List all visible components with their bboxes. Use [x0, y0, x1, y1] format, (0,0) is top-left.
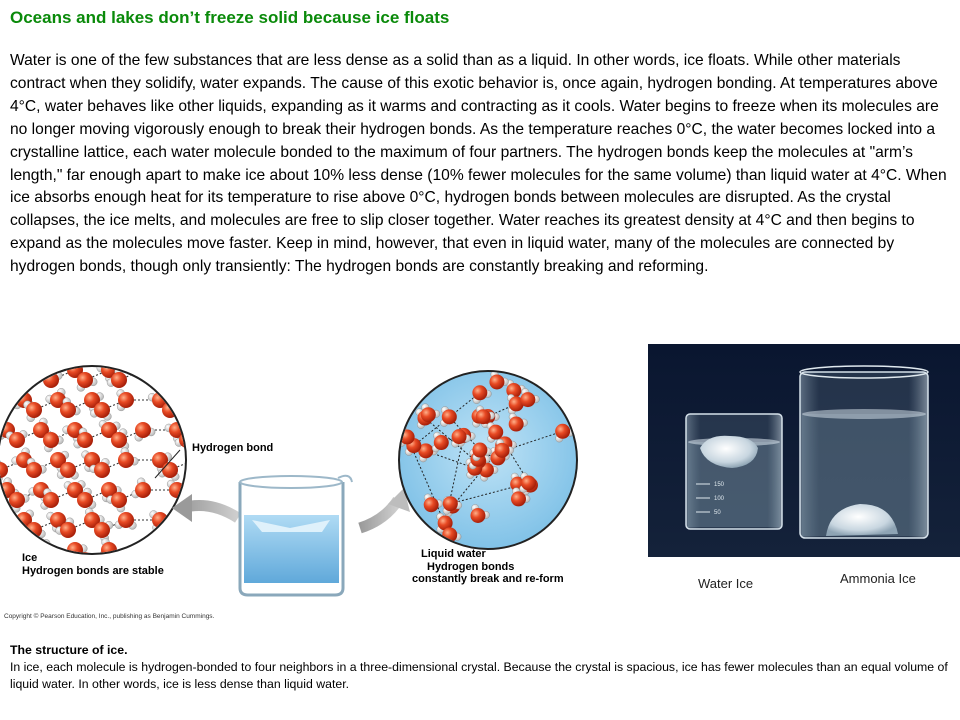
liquid-sublabel-2: constantly break and re-form: [412, 573, 564, 585]
hydrogen-bond-line: [119, 550, 143, 560]
ice-comparison-photo: [648, 344, 960, 557]
ice-water-molecule: [134, 360, 155, 378]
ice-water-molecule: [0, 388, 2, 408]
hydrogen-bond-line: [194, 460, 204, 470]
hydrogen-bond-label: Hydrogen bond: [192, 442, 274, 454]
water-ice-beaker: [686, 414, 782, 529]
beaker-illustration: [240, 476, 352, 595]
hydrogen-bond-line: [211, 430, 221, 440]
figure-caption: [10, 642, 950, 693]
hydrogen-bond-line: [7, 370, 17, 380]
ice-water-molecule: [5, 372, 25, 392]
hydrogen-bond-line: [187, 430, 211, 440]
hydrogen-bond-line: [211, 550, 221, 560]
hydrogen-bond-line: [187, 370, 211, 380]
ice-water-molecule: [199, 362, 219, 382]
ice-water-molecule: [192, 402, 212, 421]
ice-structure-figure: [0, 360, 600, 622]
ice-water-molecule: [0, 362, 19, 382]
ice-water-molecule: [0, 519, 12, 538]
scale-mark-100: 100: [714, 496, 725, 502]
caption-title: The structure of ice.: [10, 643, 128, 657]
ice-water-molecule: [30, 360, 49, 378]
hydrogen-bond-line: [17, 370, 41, 380]
water-ice-caption: Water Ice: [698, 576, 754, 591]
ice-water-molecule: [211, 550, 232, 568]
caption-text: In ice, each molecule is hydrogen-bonded to four neighbors in a three-dimensional crystal. Because the crystal is spacious, ice has fewer molecules than an equal volume of liquid water. In other words, ice is less dense than liquid water.: [10, 660, 948, 691]
scale-mark-150: 150: [714, 482, 725, 488]
hydrogen-bond-line: [7, 550, 17, 560]
hydrogen-bond-line: [177, 550, 187, 560]
hydrogen-bond-line: [177, 370, 187, 380]
hydrogen-bond-line: [41, 550, 51, 560]
ice-lattice: [0, 360, 232, 572]
ice-sublabel: Hydrogen bonds are stable: [22, 565, 164, 577]
ice-water-molecule: [186, 392, 206, 412]
body-paragraph: Water is one of the few substances that are less dense as a solid than as a liquid. In other words, ice floats. While other materials contract when they solidify, water expands. The cause of this exotic behavior is, once again, hydrogen bonding. At temperatures above 4°C, water behaves like other liquids, expanding as it warms and contracting as it cools. Water begins to freeze when its molecules are no longer moving vigorously enough to break their hydrogen bonds. As the temperature reaches 0°C, the water becomes locked into a crystalline lattice, each water molecule bonded to the maximum of four partners. The hydrogen bonds keep the molecules at "arm’s length," far enough apart to make ice about 10% less dense (10% fewer molecules for the same volume) than liquid water at 4°C. When ice absorbs enough heat for its temperature to rise above 0°C, hydrogen bonds between molecules are disrupted. As the crystal collapses, the ice melts, and molecules are free to slip closer together. Water reaches its greatest density at 4°C and then begins to expand as the molecules move faster. Keep in mind, however, that even in liquid water, many of the molecules are connected by hydrogen bonds, though only transiently: The hydrogen bonds are constantly breaking and reforming.: [10, 52, 947, 276]
liquid-water-label: Liquid water: [421, 548, 486, 560]
ice-water-molecule: [203, 482, 223, 501]
hydrogen-bond-line: [170, 400, 194, 410]
ammonia-ice-beaker: [800, 366, 928, 538]
page-title: Oceans and lakes don’t freeze solid because ice floats: [10, 8, 450, 27]
ice-label: Ice: [22, 552, 38, 564]
hydrogen-bond-line: [194, 400, 204, 410]
ice-water-molecule: [196, 522, 216, 542]
copyright-notice: Copyright © Pearson Education, Inc., publishing as Benjamin Cummings.: [4, 613, 215, 620]
hydrogen-bond-line: [194, 520, 204, 530]
ice-water-molecule: [202, 419, 223, 438]
ice-water-molecule: [169, 542, 189, 562]
ice-water-molecule: [175, 552, 195, 572]
ice-water-molecule: [0, 542, 16, 561]
hydrogen-bond-line: [211, 370, 221, 380]
ice-water-molecule: [169, 360, 186, 381]
scale-mark-50: 50: [714, 510, 721, 516]
ice-water-molecule: [177, 372, 198, 390]
hydrogen-bond-line: [170, 520, 194, 530]
ice-water-molecule: [200, 538, 219, 558]
ice-water-molecule: [209, 368, 229, 388]
liquid-water-diagram: [398, 371, 577, 549]
hydrogen-bond-line: [211, 490, 221, 500]
ice-water-molecule: [192, 459, 213, 478]
ammonia-ice-caption: Ammonia Ice: [840, 571, 916, 586]
liquid-sublabel-1: Hydrogen bonds: [427, 561, 515, 573]
hydrogen-bond-line: [187, 550, 211, 560]
